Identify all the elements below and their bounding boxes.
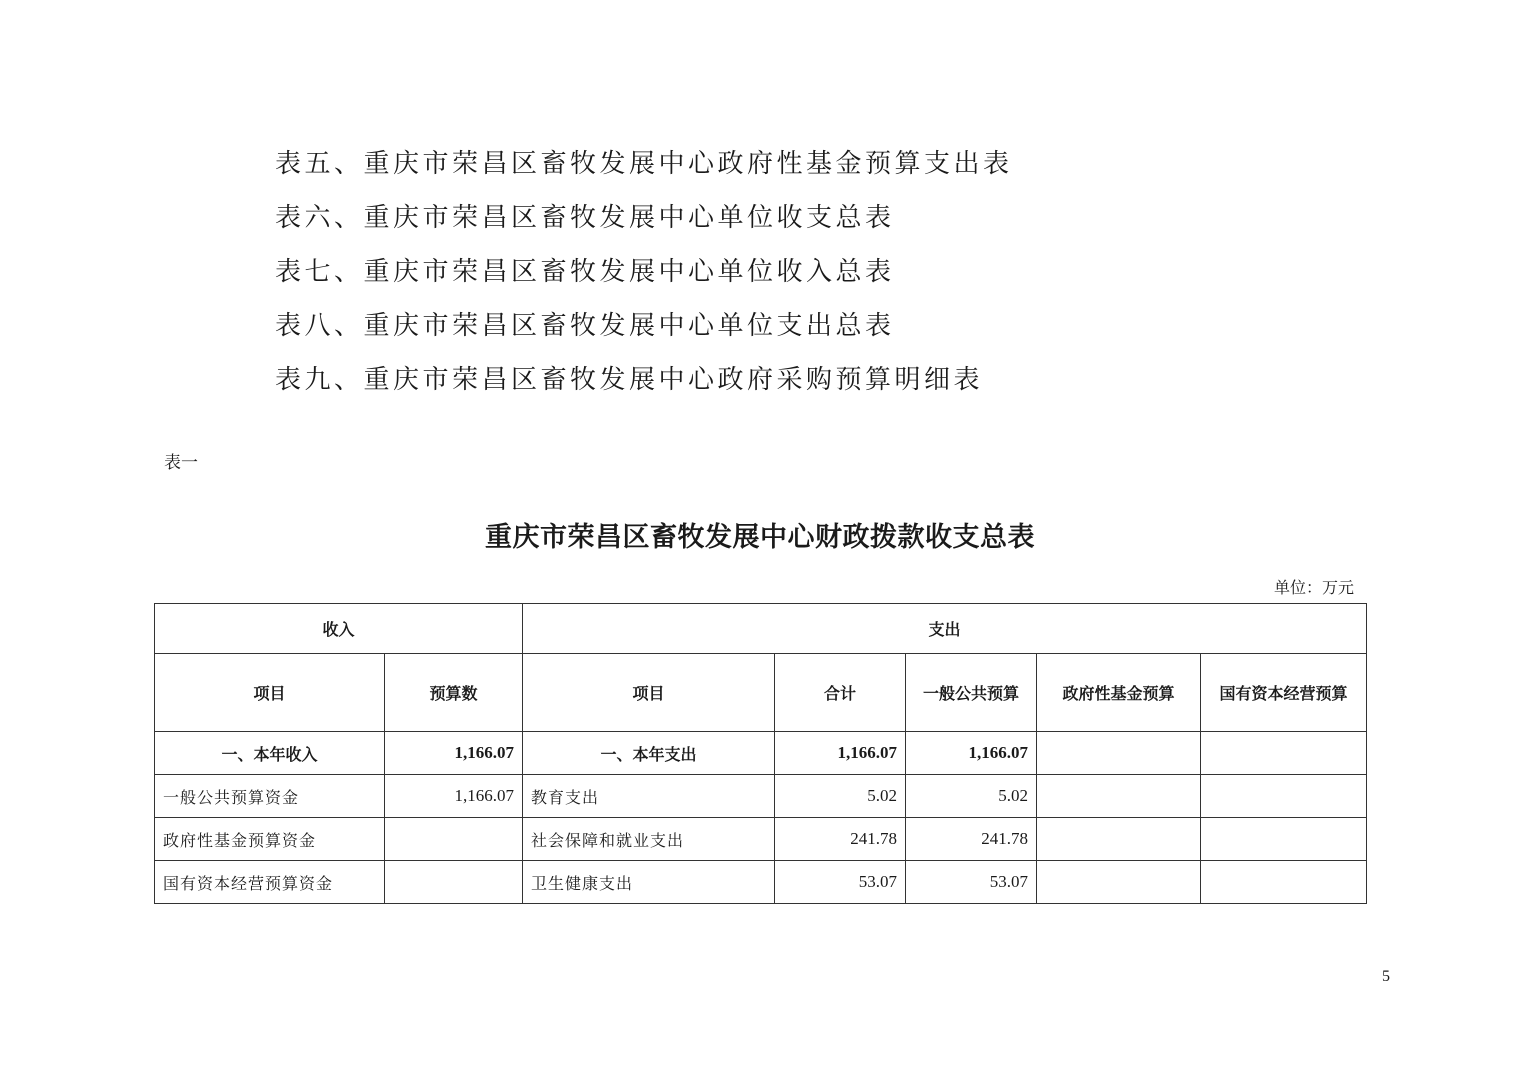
table-row (155, 732, 1367, 775)
table-cell: 国有资本经营预算资金 (155, 861, 385, 904)
table-cell (1201, 732, 1367, 775)
table-cell (1201, 775, 1367, 818)
table-cell: 1,166.07 (906, 732, 1037, 775)
column-header-row (155, 654, 1367, 732)
toc-item: 表六、重庆市荣昌区畜牧发展中心单位收支总表 (275, 203, 895, 233)
table-cell: 53.07 (775, 861, 906, 904)
column-header: 政府性基金预算 (1037, 654, 1201, 732)
column-header: 一般公共预算 (906, 654, 1037, 732)
table-of-contents (275, 142, 1013, 412)
table-cell: 53.07 (906, 861, 1037, 904)
column-header: 国有资本经营预算 (1201, 654, 1367, 732)
table-cell: 教育支出 (523, 775, 775, 818)
table-cell: 241.78 (775, 818, 906, 861)
toc-item: 表七、重庆市荣昌区畜牧发展中心单位收入总表 (275, 257, 895, 287)
table-cell: 5.02 (775, 775, 906, 818)
table-cell (1201, 818, 1367, 861)
table-cell (1201, 861, 1367, 904)
table-cell (1037, 861, 1201, 904)
table-cell: 社会保障和就业支出 (523, 818, 775, 861)
table-row (155, 775, 1367, 818)
table-cell (1037, 818, 1201, 861)
table-cell: 5.02 (906, 775, 1037, 818)
column-header: 项目 (523, 654, 775, 732)
table-row (155, 818, 1367, 861)
table-cell: 一般公共预算资金 (155, 775, 385, 818)
toc-item: 表九、重庆市荣昌区畜牧发展中心政府采购预算明细表 (275, 365, 984, 395)
table-cell: 241.78 (906, 818, 1037, 861)
table-cell: 一、本年收入 (155, 732, 385, 775)
table-cell: 一、本年支出 (523, 732, 775, 775)
group-header-row (155, 604, 1367, 654)
table-cell: 1,166.07 (775, 732, 906, 775)
toc-item: 表五、重庆市荣昌区畜牧发展中心政府性基金预算支出表 (275, 149, 1013, 179)
column-header: 合计 (775, 654, 906, 732)
income-group-header: 收入 (155, 604, 523, 654)
table-cell (1037, 732, 1201, 775)
toc-item: 表八、重庆市荣昌区畜牧发展中心单位支出总表 (275, 311, 895, 341)
table-cell (1037, 775, 1201, 818)
column-header: 项目 (155, 654, 385, 732)
table-cell: 1,166.07 (385, 775, 523, 818)
document-title: 重庆市荣昌区畜牧发展中心财政拨款收支总表 (485, 522, 1035, 553)
table-cell: 1,166.07 (385, 732, 523, 775)
column-header: 预算数 (385, 654, 523, 732)
unit-label: 单位：万元 (1273, 578, 1354, 597)
page-number: 5 (1382, 968, 1390, 985)
table-row (155, 861, 1367, 904)
table-cell: 政府性基金预算资金 (155, 818, 385, 861)
table-cell: 卫生健康支出 (523, 861, 775, 904)
table-cell (385, 861, 523, 904)
expense-group-header: 支出 (523, 604, 1367, 654)
budget-table (154, 603, 1367, 904)
table-label: 表一 (164, 453, 198, 473)
table-cell (385, 818, 523, 861)
